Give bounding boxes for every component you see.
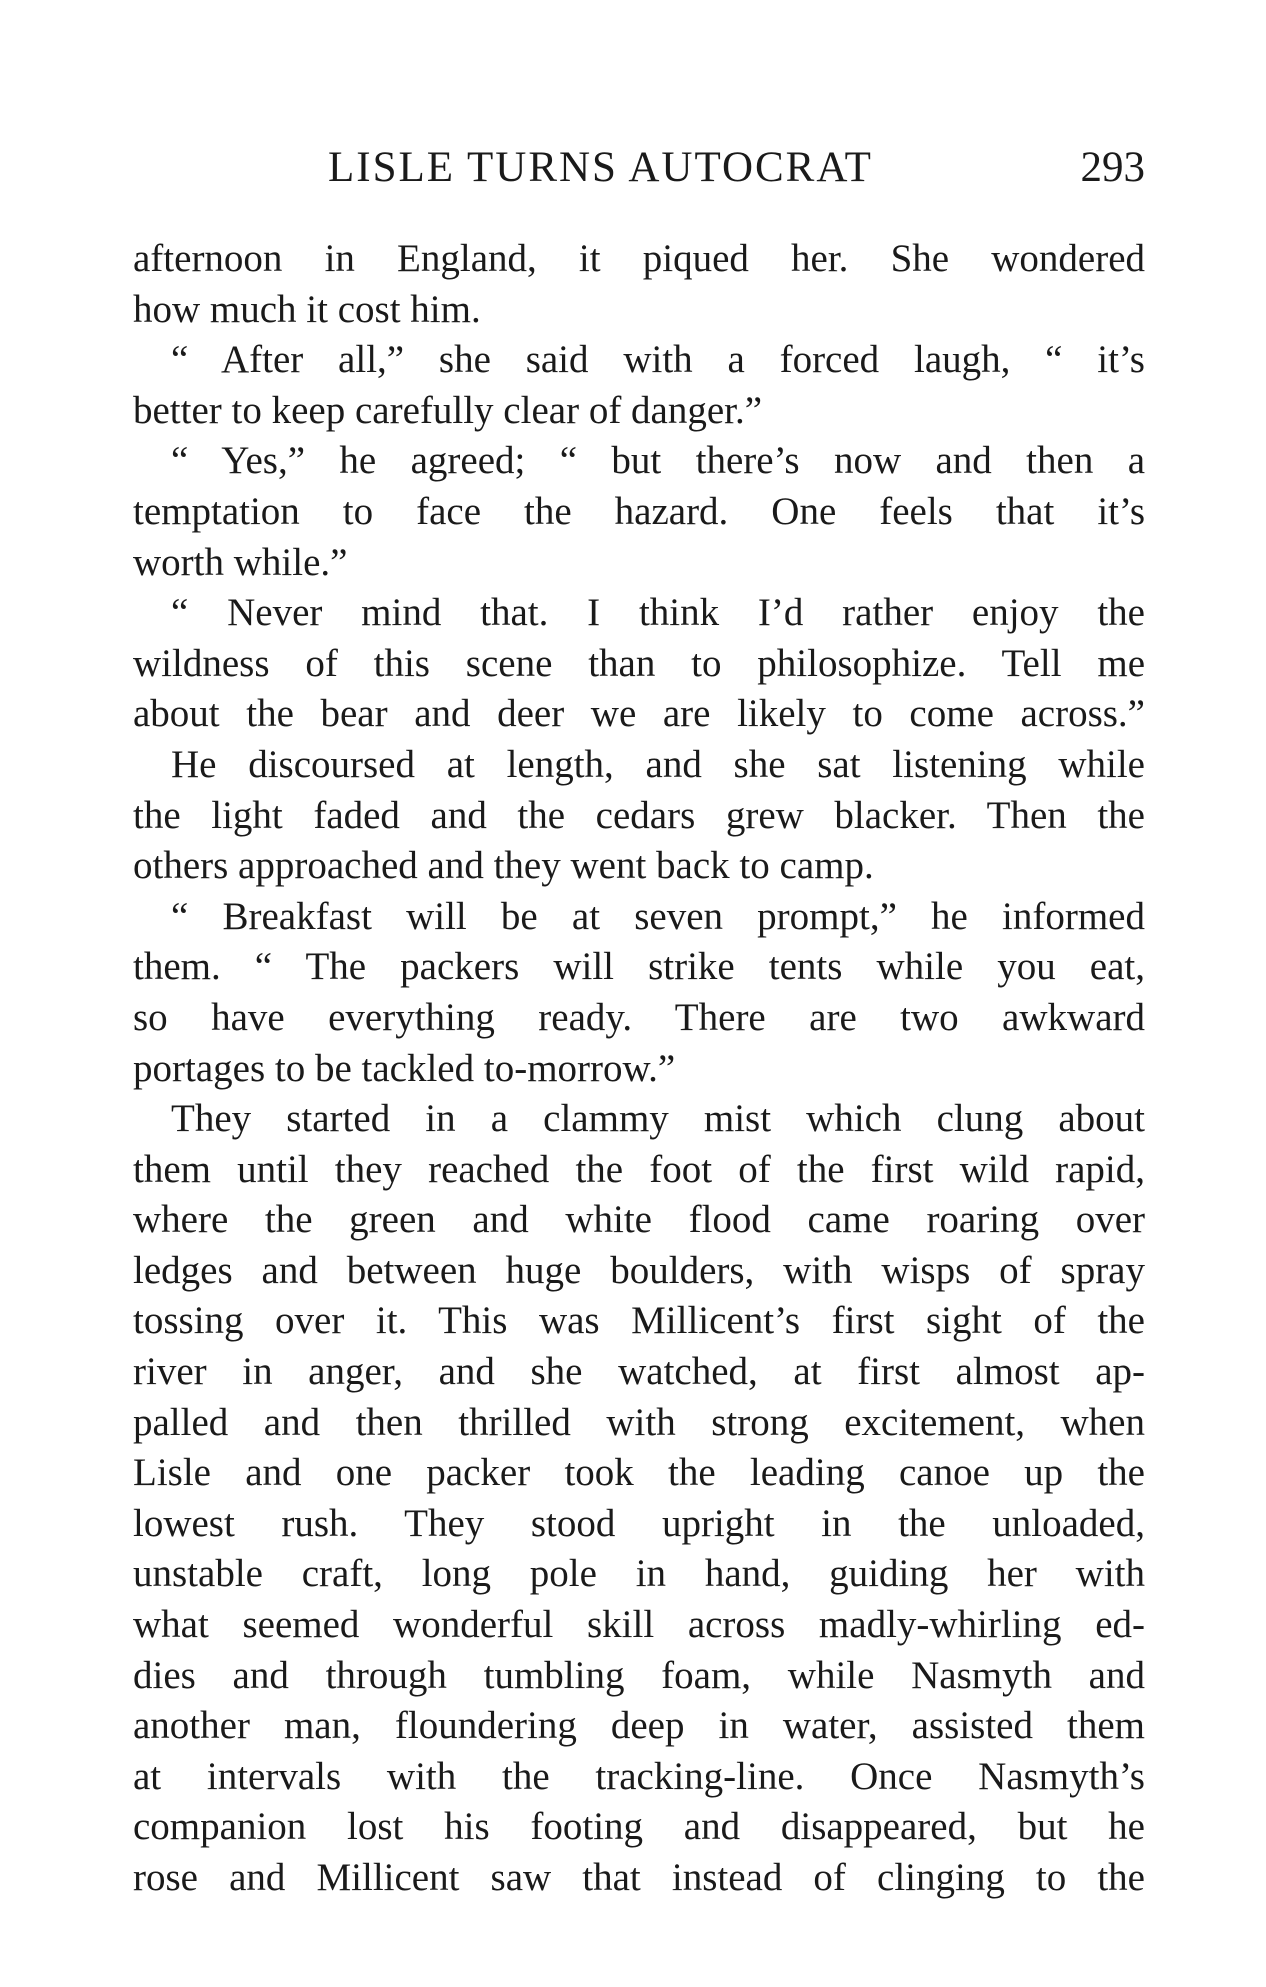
text-line: them until they reached the foot of the first wild rapid, [133,1147,1145,1191]
text-line: lowest rush. They stood upright in the unloaded, [133,1501,1145,1545]
text-line: the light faded and the cedars grew blacker. Then the [133,793,1145,837]
text-line: them. “ The packers will strike tents while you eat, [133,945,1145,989]
text-line: tossing over it. This was Millicent’s first sight of the [133,1299,1145,1343]
text-line: another man, floundering deep in water, assisted them [133,1704,1145,1748]
text-line: better to keep carefully clear of danger.” [133,388,763,432]
text-line: rose and Millicent saw that instead of clinging to the [133,1856,1145,1899]
text-line: worth while.” [133,540,348,584]
text-line: dies and through tumbling foam, while Nasmyth and [133,1653,1145,1697]
text-line: portages to be tackled to-morrow.” [133,1046,676,1090]
page-number: 293 [1080,144,1145,191]
text-line: so have everything ready. There are two awkward [133,995,1145,1039]
text-line: “ Breakfast will be at seven prompt,” he informed [171,894,1145,938]
text-line: temptation to face the hazard. One feels that it’s [133,489,1145,533]
running-head [133,138,1145,198]
text-line: palled and then thrilled with strong excitement, when [133,1400,1145,1444]
text-line: “ Never mind that. I think I’d rather enjoy the [171,591,1145,635]
text-line: at intervals with the tracking-line. Once Nasmyth’s [133,1754,1145,1798]
text-line: about the bear and deer we are likely to come across.” [133,692,1145,736]
text-line: wildness of this scene than to philosophize. Tell me [133,641,1145,685]
text-line: companion lost his footing and disappeared, but he [133,1805,1145,1849]
text-line: what seemed wonderful skill across madly-whirling ed- [133,1603,1145,1647]
text-line: river in anger, and she watched, at first almost ap- [133,1350,1145,1394]
text-line: “ After all,” she said with a forced laugh, “ it’s [171,338,1145,382]
body-text [133,234,1145,1904]
text-line: others approached and they went back to camp. [133,844,874,888]
text-line: where the green and white flood came roaring over [133,1198,1145,1242]
text-line: unstable craft, long pole in hand, guiding her with [133,1552,1145,1596]
text-line: He discoursed at length, and she sat listening while [171,742,1145,786]
running-title: LISLE TURNS AUTOCRAT [328,144,873,191]
text-line: Lisle and one packer took the leading canoe up the [133,1451,1145,1495]
text-line: They started in a clammy mist which clung about [171,1097,1145,1141]
text-line: afternoon in England, it piqued her. She wondered [133,237,1145,280]
text-line: “ Yes,” he agreed; “ but there’s now and then a [171,439,1145,483]
text-line: ledges and between huge boulders, with wisps of spray [133,1248,1145,1292]
text-line: how much it cost him. [133,287,481,331]
